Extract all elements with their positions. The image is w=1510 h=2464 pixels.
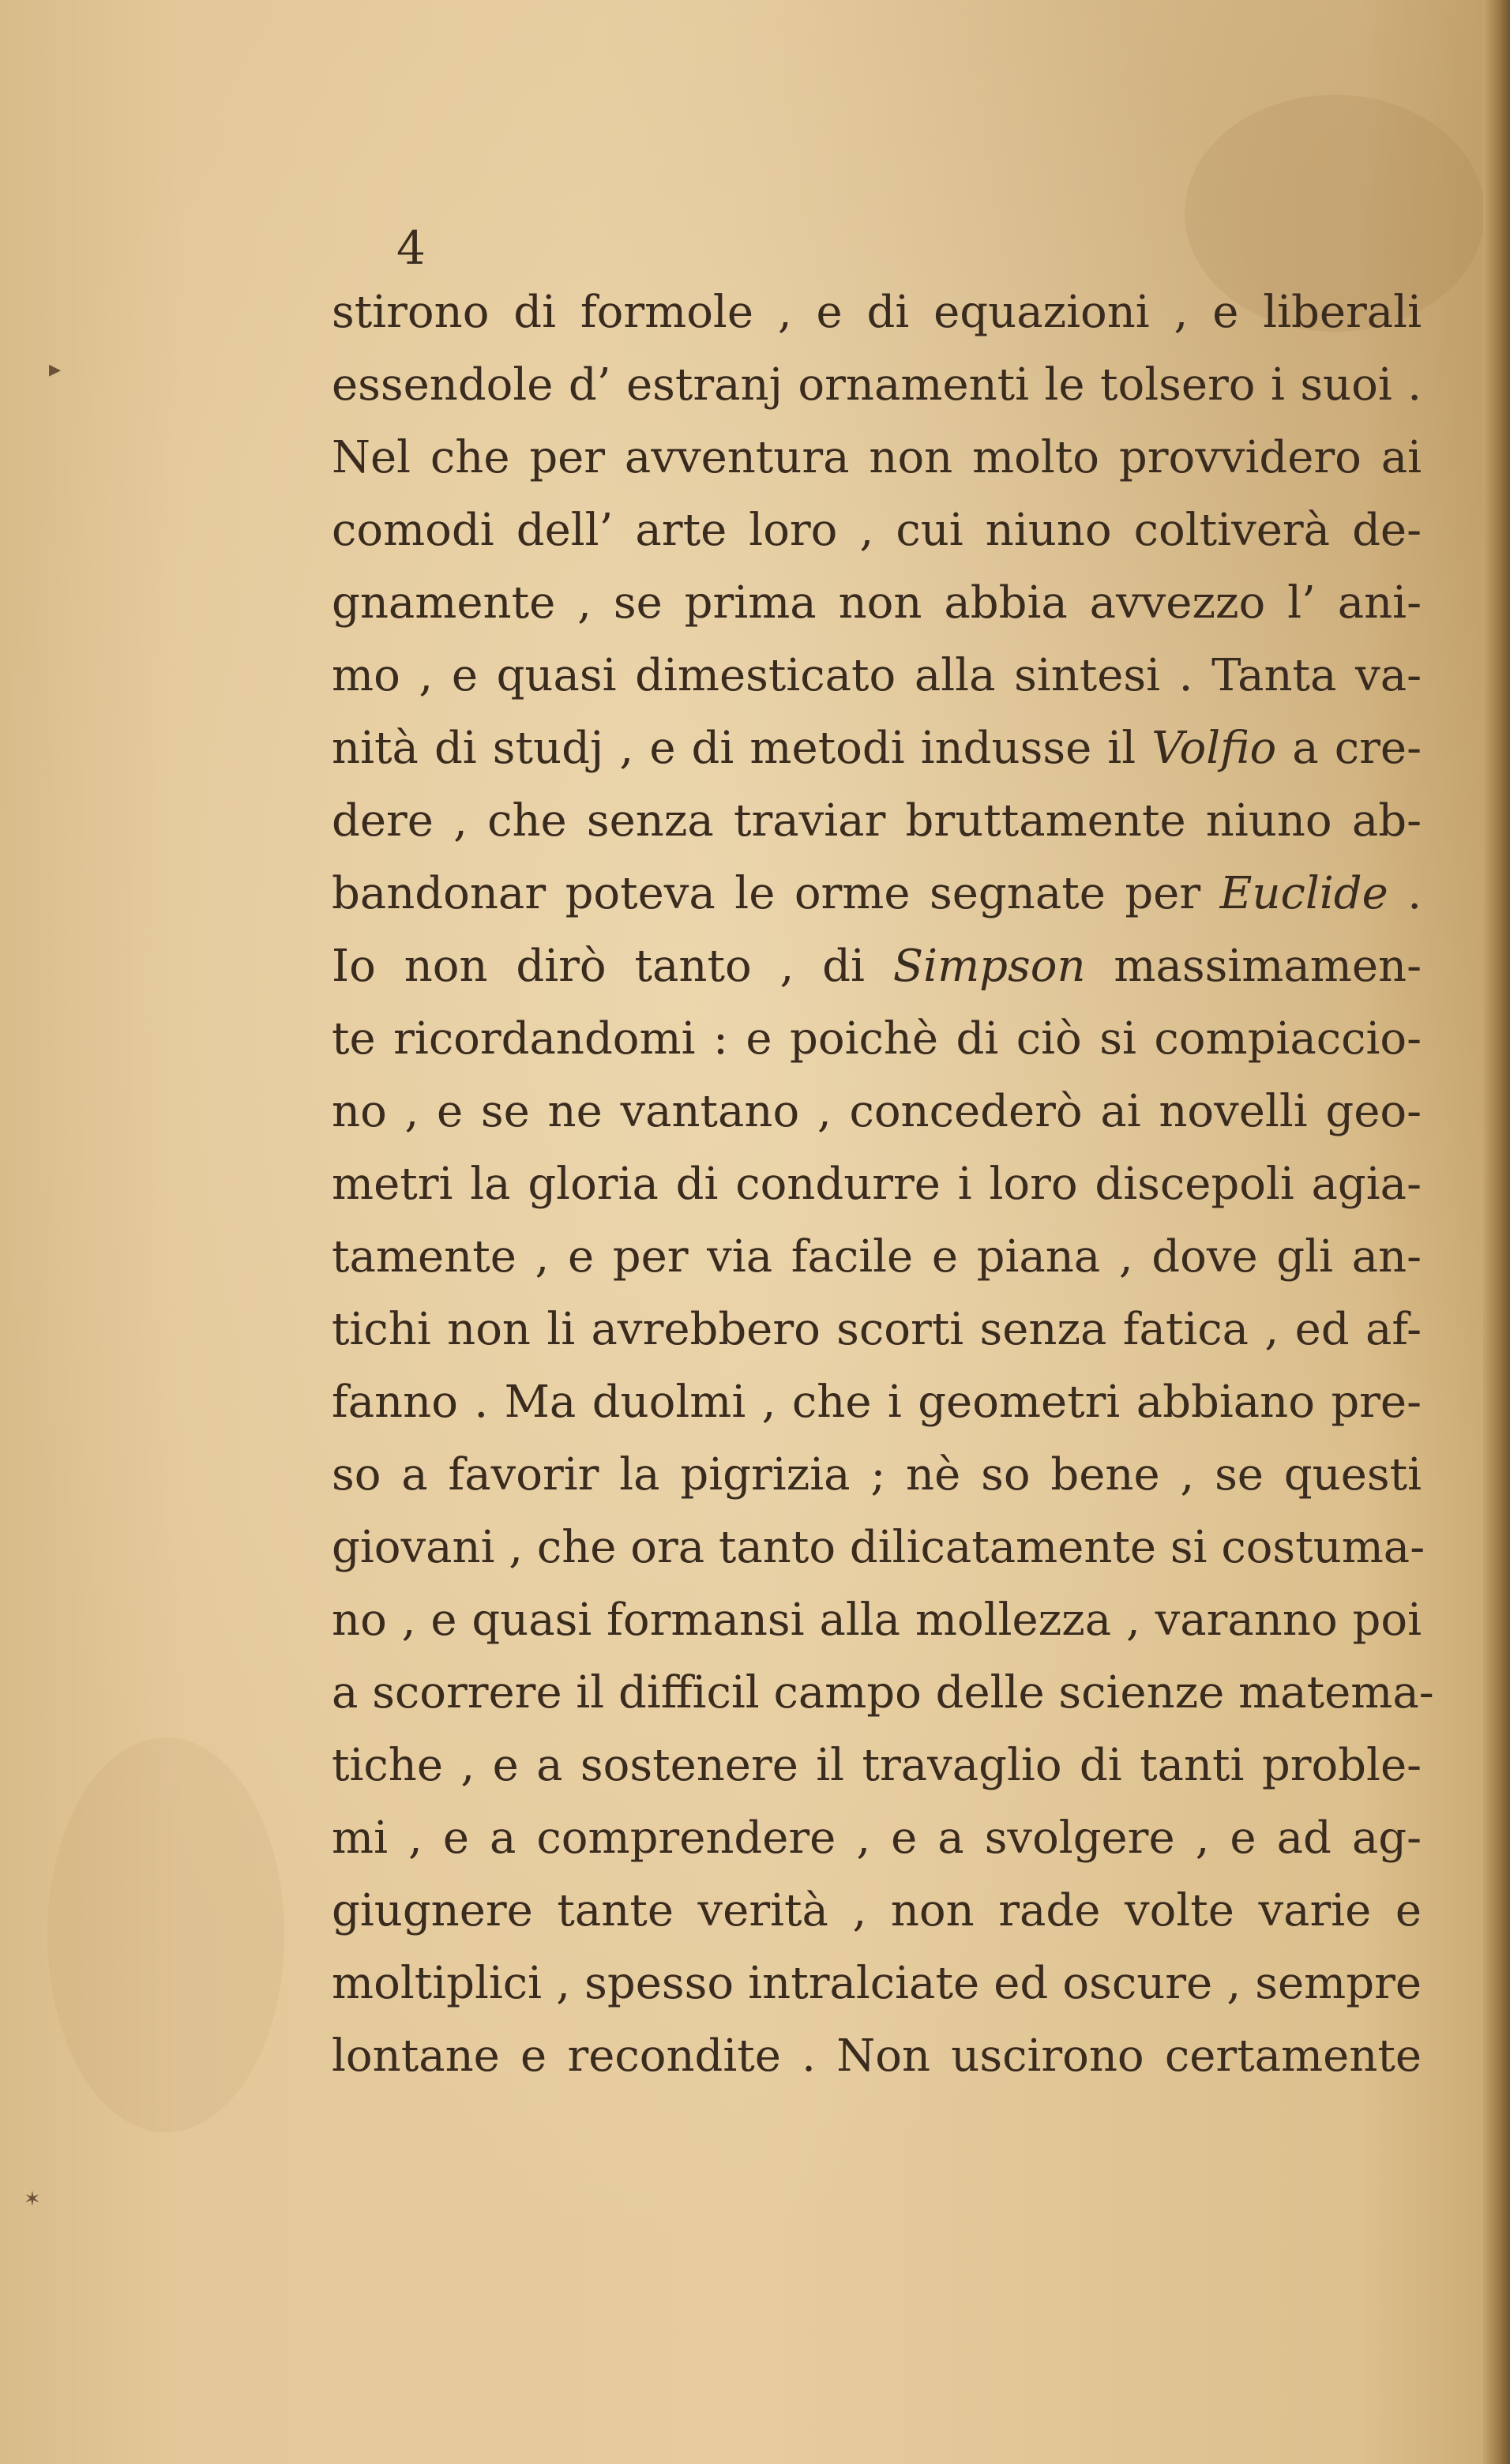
text-line: giovani , che ora tanto dilicatamente si costuma- bbox=[332, 1522, 1425, 1573]
text-line: no , e se ne vantano , concederò ai novelli geo- bbox=[332, 1086, 1422, 1137]
text-line: metri la gloria di condurre i loro discepoli agia- bbox=[332, 1159, 1422, 1210]
text-line: no , e quasi formansi alla mollezza , varanno poi bbox=[332, 1594, 1422, 1646]
proper-name: Volfio bbox=[1151, 723, 1277, 774]
text-line: fanno . Ma duolmi , che i geometri abbiano pre- bbox=[332, 1377, 1422, 1428]
text-line: Io non dirò tanto , di Simpson massimamen- bbox=[332, 941, 1422, 992]
text-line: moltiplici , spesso intralciate ed oscure , sempre bbox=[332, 1958, 1422, 2009]
proper-name: Euclide bbox=[1219, 868, 1388, 919]
text-line: so a favorir la pigrizia ; nè so bene , se questi bbox=[332, 1449, 1422, 1501]
margin-mark-icon: ▸ bbox=[49, 355, 62, 383]
text-line: gnamente , se prima non abbia avvezzo l’ ani- bbox=[332, 577, 1422, 629]
text-line: mi , e a comprendere , e a svolgere , e ad ag- bbox=[332, 1812, 1422, 1864]
paper-stain bbox=[47, 1737, 284, 2132]
text-line: Nel che per avventura non molto provvidero ai bbox=[332, 432, 1422, 483]
text-line: tamente , e per via facile e piana , dove gli an- bbox=[332, 1231, 1422, 1283]
body-text bbox=[332, 276, 1434, 2093]
text-line: tichi non li avrebbero scorti senza fatica , ed af- bbox=[332, 1304, 1422, 1355]
margin-mark-icon: ✶ bbox=[24, 2188, 41, 2211]
text-line: mo , e quasi dimesticato alla sintesi . Tanta va- bbox=[332, 650, 1422, 701]
text-line: comodi dell’ arte loro , cui niuno coltiverà de- bbox=[332, 505, 1422, 556]
page-spine-edge bbox=[1483, 0, 1510, 2464]
text-line: giugnere tante verità , non rade volte varie e bbox=[332, 1885, 1422, 1936]
text-line: lontane e recondite . Non uscirono certamente bbox=[332, 2030, 1422, 2082]
page-number: 4 bbox=[396, 221, 426, 275]
proper-name: Simpson bbox=[892, 941, 1086, 992]
text-line: dere , che senza traviar bruttamente niuno ab- bbox=[332, 795, 1422, 847]
text-line: essendole d’ estranj ornamenti le tolsero i suoi . bbox=[332, 359, 1422, 411]
text-line: bandonar poteva le orme segnate per Euclide . bbox=[332, 868, 1422, 919]
text-line: stirono di formole , e di equazioni , e liberali bbox=[332, 287, 1422, 338]
text-line: tiche , e a sostenere il travaglio di tanti proble- bbox=[332, 1740, 1422, 1791]
text-line: a scorrere il difficil campo delle scienze matema- bbox=[332, 1667, 1434, 1718]
text-line: nità di studj , e di metodi indusse il Volfio a cre- bbox=[332, 723, 1422, 774]
text-line: te ricordandomi : e poichè di ciò si compiaccio- bbox=[332, 1013, 1422, 1065]
